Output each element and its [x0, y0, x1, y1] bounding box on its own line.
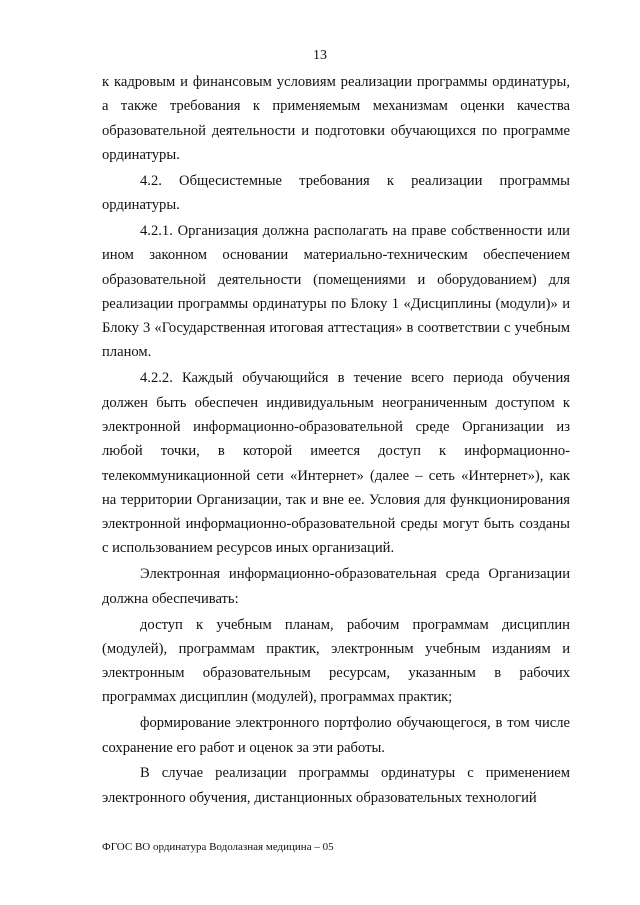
paragraph: 4.2.2. Каждый обучающийся в течение всего периода обучения должен быть обеспечен индивидуальным неограниченным доступом к электронной информационно-образовательной среде Организации из любой точки, в которой имеется доступ к информационно-телекоммуникационной сети «Интернет» (далее – сеть «Интернет»), как на территории Организации, так и вне ее. Условия для функционирования электронной информационно-образовательной среды могут быть созданы с использованием ресурсов иных организаций.: [102, 370, 570, 557]
page-number: 13: [313, 48, 327, 63]
paragraph: 4.2.1. Организация должна располагать на праве собственности или ином законном основании материально-техническим обеспечением образовательной деятельности (помещениями и оборудованием) для реализации программы ординатуры по Блоку 1 «Дисциплины (модули)» и Блоку 3 «Государственная итоговая аттестация» в соответствии с учебным планом.: [102, 222, 570, 361]
paragraph: В случае реализации программы ординатуры с применением электронного обучения, дистанционных образовательных технологий: [102, 765, 570, 806]
paragraph: формирование электронного портфолио обучающегося, в том числе сохранение его работ и оценок за эти работы.: [102, 715, 570, 756]
page-footer: ФГОС ВО ординатура Водолазная медицина – 05: [102, 841, 334, 853]
body-text: [102, 70, 570, 812]
paragraph: доступ к учебным планам, рабочим программам дисциплин (модулей), программам практик, электронным учебным изданиям и электронным образовательным ресурсам, указанным в рабочих программах дисциплин (модулей), программах практик;: [102, 616, 570, 706]
paragraph: 4.2. Общесистемные требования к реализации программы ординатуры.: [102, 172, 570, 214]
paragraph: Электронная информационно-образовательная среда Организации должна обеспечивать:: [102, 566, 570, 607]
paragraph: к кадровым и финансовым условиям реализации программы ординатуры, а также требования к применяемым механизмам оценки качества образовательной деятельности и подготовки обучающихся по программе ординатуры.: [102, 74, 570, 163]
